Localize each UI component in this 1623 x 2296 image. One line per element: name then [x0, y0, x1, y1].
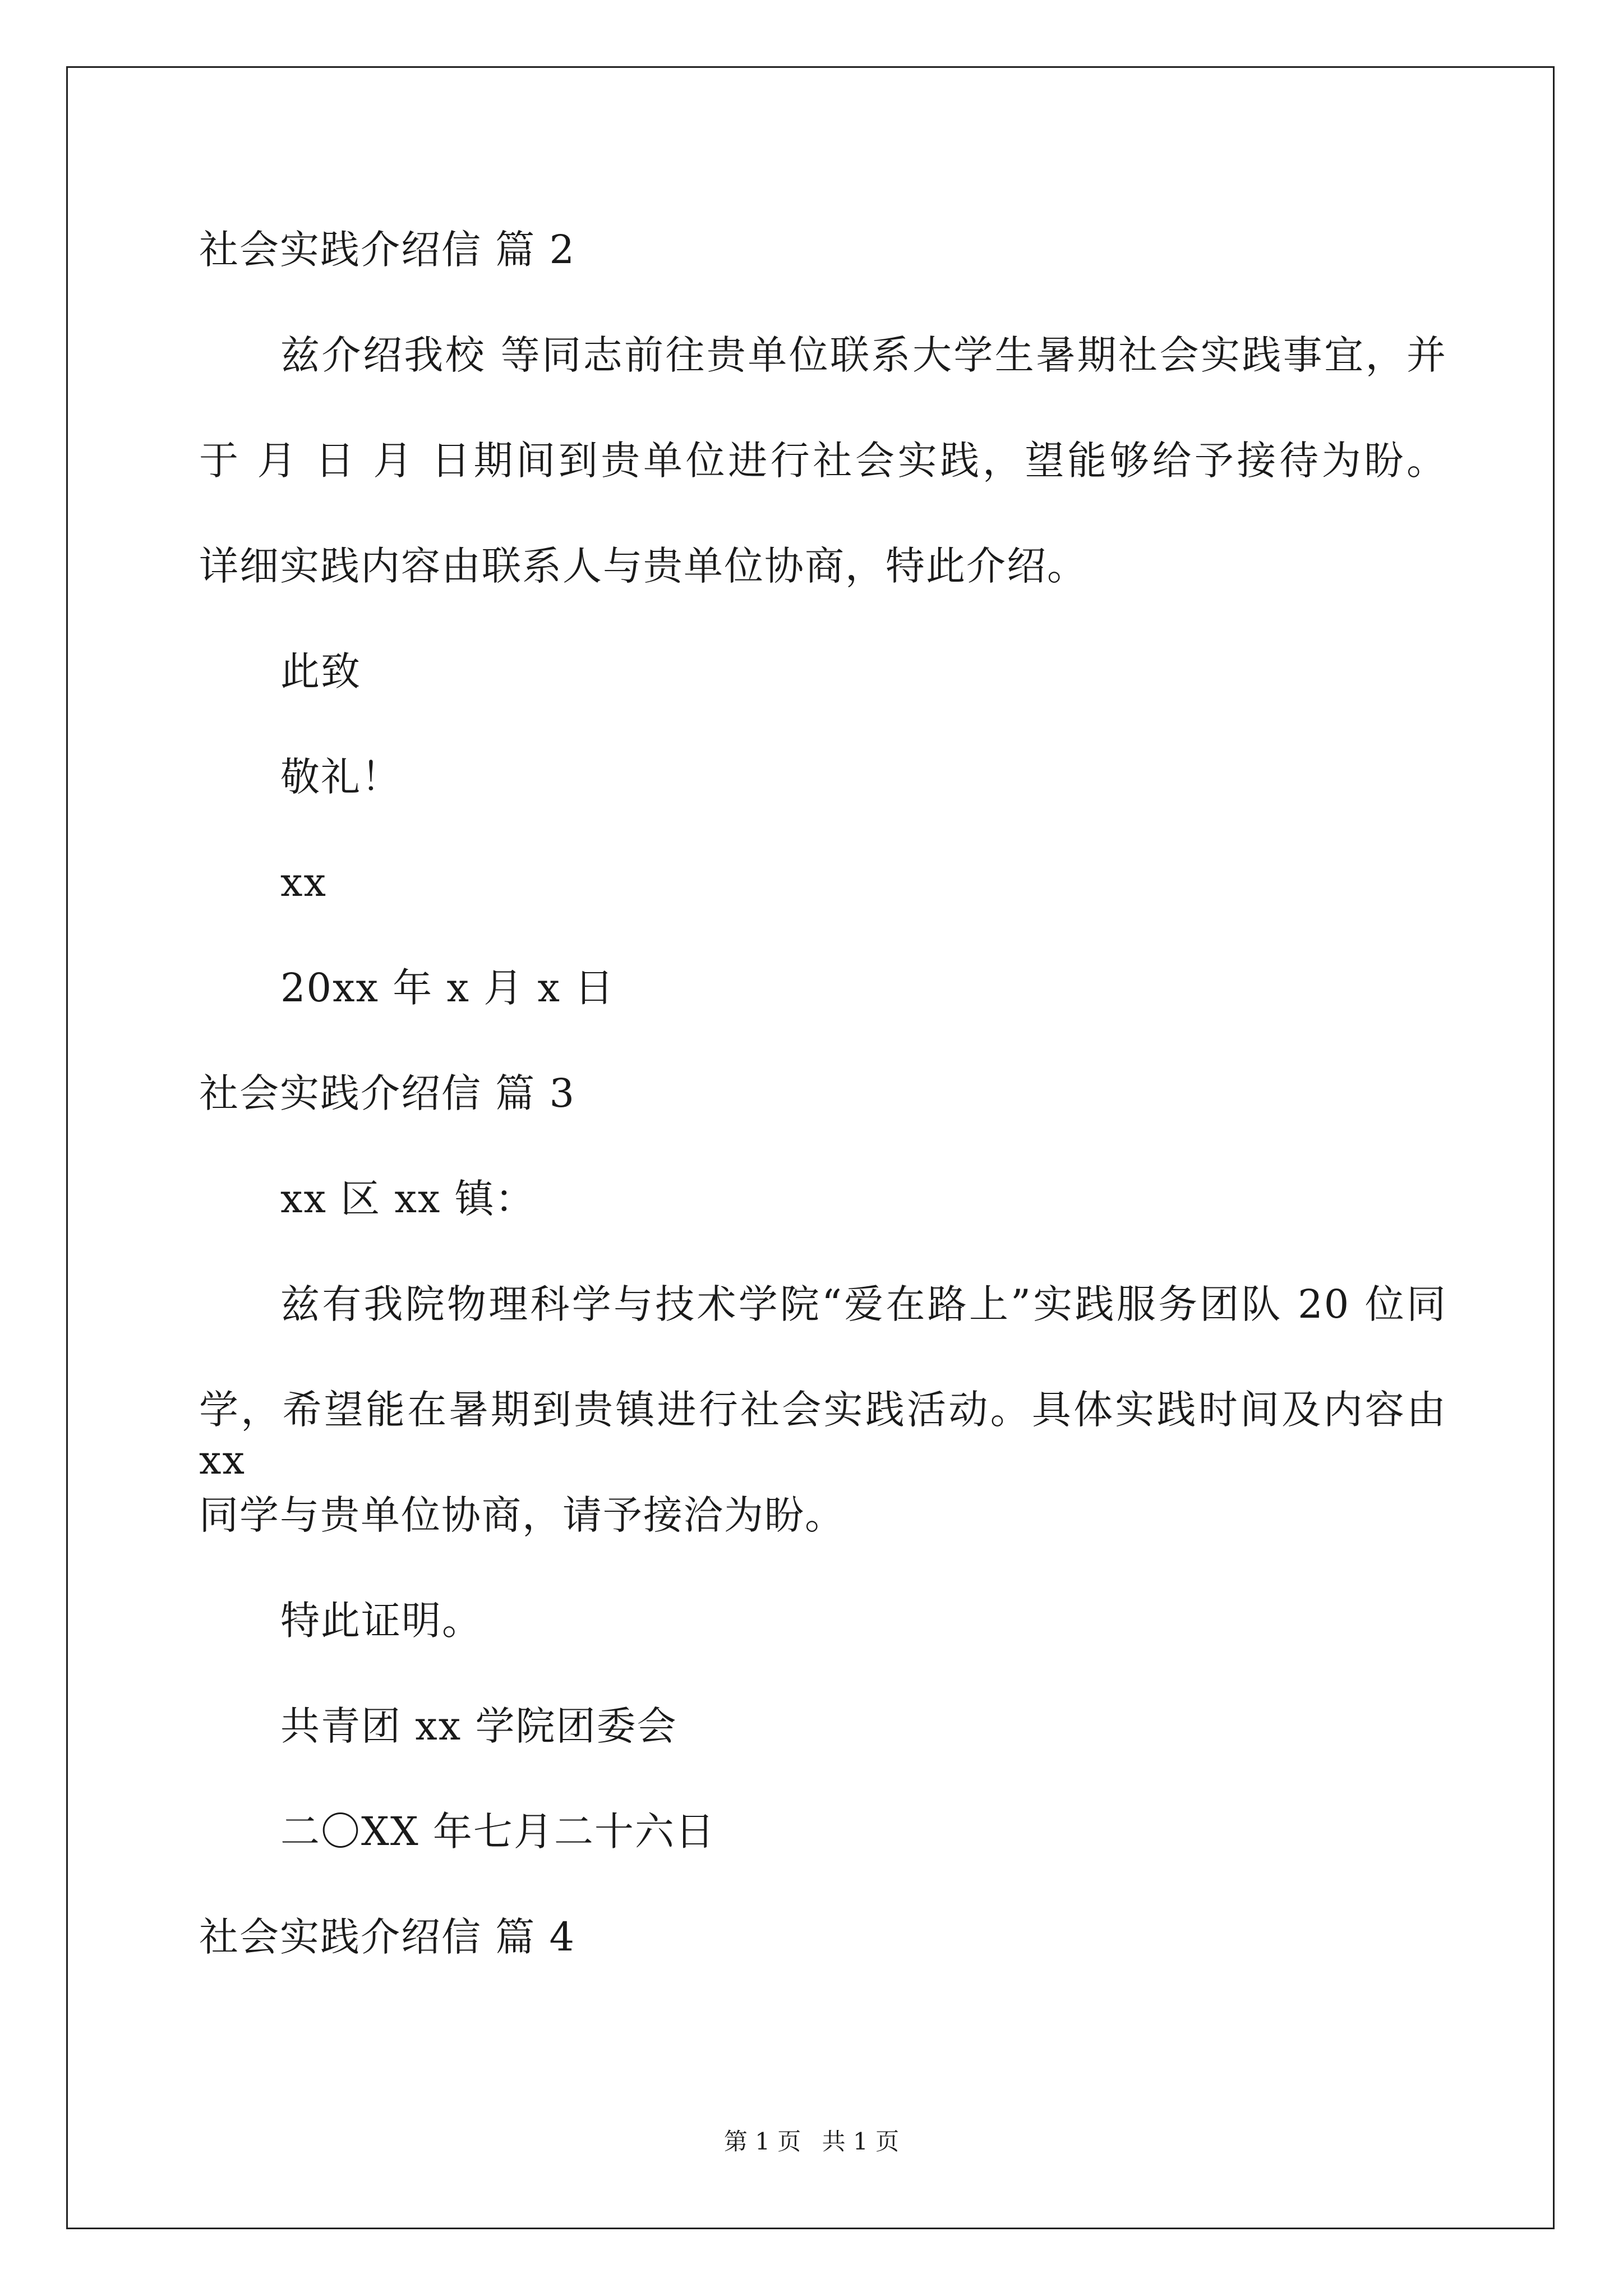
section-2-salute: 敬礼！ — [280, 754, 402, 800]
section-3-heading: 社会实践介绍信 篇 3 — [199, 1070, 576, 1116]
section-2-heading: 社会实践介绍信 篇 2 — [199, 227, 576, 273]
section-3-date: 二〇XX 年七月二十六日 — [280, 1809, 716, 1855]
section-2-paragraph-line-3: 详细实践内容由联系人与贵单位协商，特此介绍。 — [199, 543, 1087, 589]
section-3-paragraph-line-2: 学，希望能在暑期到贵镇进行社会实践活动。具体实践时间及内容由 xx — [199, 1387, 1447, 1483]
page-footer — [0, 2125, 1623, 2159]
section-3-certify: 特此证明。 — [280, 1598, 482, 1644]
section-2-signer: xx — [280, 859, 327, 905]
section-3-paragraph-line-3: 同学与贵单位协商，请予接洽为盼。 — [199, 1492, 845, 1538]
section-2-paragraph-line-1: 兹介绍我校 等同志前往贵单位联系大学生暑期社会实践事宜，并 — [280, 332, 1447, 378]
section-4-heading: 社会实践介绍信 篇 4 — [199, 1914, 576, 1960]
section-2-closing: 此致 — [280, 648, 361, 694]
page-number-total: 共 1 页 — [822, 2128, 900, 2155]
page-frame — [66, 66, 1555, 2229]
section-2-paragraph-line-2: 于 月 日 月 日期间到贵单位进行社会实践，望能够给予接待为盼。 — [199, 438, 1447, 484]
page-number-current: 第 1 页 — [723, 2128, 801, 2155]
section-3-addressee: xx 区 xx 镇： — [280, 1176, 536, 1222]
section-3-paragraph-line-1: 兹有我院物理科学与技术学院“爱在路上”实践服务团队 20 位同 — [280, 1281, 1447, 1327]
section-2-date: 20xx 年 x 月 x 日 — [280, 965, 615, 1011]
section-3-signer: 共青团 xx 学院团委会 — [280, 1703, 677, 1749]
